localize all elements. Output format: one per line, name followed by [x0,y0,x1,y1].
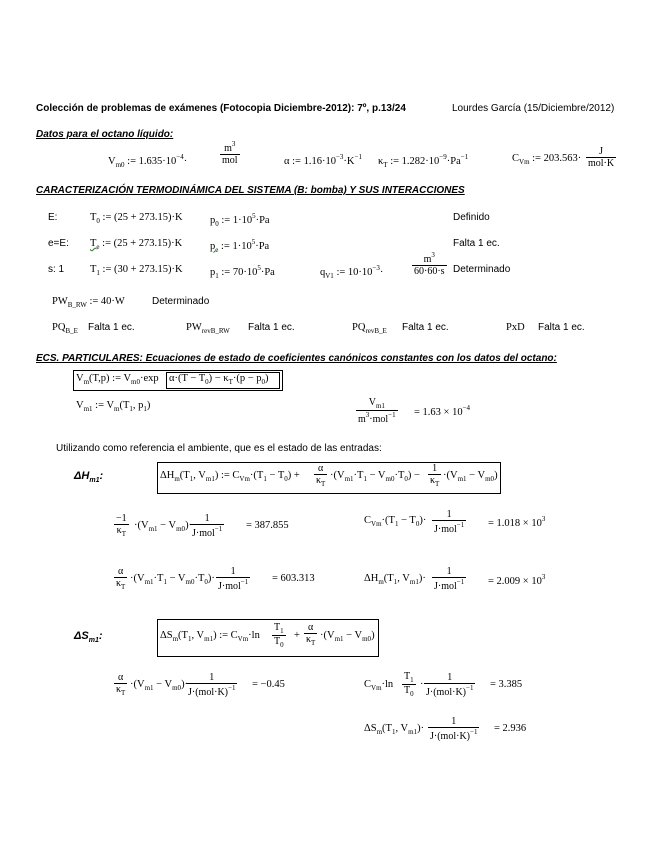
dh-term2-expr: $C_{Vm}\cdot(T_1 - T_0)\cdot$ [364,515,427,528]
pwrev-label: $PW_{revB\_RW}$ [186,322,230,335]
delta-h-frac-alpha: $\frac{\alpha}{\kappa_T}$ [316,463,326,488]
ds-term2-ln-frac: $\frac{T_1}{T_0}$ [404,671,414,698]
pxd-label: PxD [506,322,525,333]
dh-term3-value: = 603.313 [272,573,315,584]
ds-term1-unit: 1 $J\cdot(mol\cdot K)^{-1}$ [188,672,236,698]
pq-label: $PQ_{B\_E}$ [52,322,78,335]
pw-definition: $PW_{B\_RW}$ := 40·W [52,296,125,309]
vm1-definition: $V_{m1}$ := $V_m(T_1$, $p_1$) [76,400,151,413]
delta-h-label: $\Delta H_{m1}$: [74,470,104,484]
p0-definition: $p_0$ := $1\cdot 10^5\cdot Pa$ [210,212,270,228]
ds-term2-unit: 1 $J\cdot(mol\cdot K)^{-1}$ [426,672,474,698]
delta-s-ln-frac: $\frac{T_1}{T_0}$ [274,622,284,649]
pqrev-label: $PQ_{revB\_E}$ [352,322,387,335]
ds-term2-value: = 3.385 [490,679,523,690]
cvm-definition: $C_{Vm}$ := 203.563· [512,153,582,166]
ds-term2-dot: · [420,679,424,690]
delta-s-label: $\Delta S_{m1}$: [74,630,103,644]
vm1-result-value: = $1.63 \times 10^{-4}$ [414,404,471,418]
t0-definition: $T_0$ := (25 + 273.15)·K [90,212,183,225]
dh-term4-expr: $\Delta H_m(T_1$, $V_{m1})\cdot$ [364,573,426,586]
pw-status: Determinado [152,296,210,307]
cvm-unit: J mol·K [588,146,615,169]
delta-s-frac-alpha: $\frac{\alpha}{\kappa_T}$ [306,622,316,647]
dh-term4-value: = $2.009 \times 10^3$ [488,573,546,587]
pq-status: Falta 1 ec. [88,322,135,333]
dh-term3-unit: 1 J·mol$^{-1}$ [218,566,249,592]
dh-term3-frac: $\frac{\alpha}{\kappa_T}$ [116,566,126,591]
state-equation: $V_m(T,p)$ := $V_{m0}\cdot\exp$ [76,373,159,386]
row2-label: e=E: [48,238,69,249]
doc-title: Colección de problemas de exámenes (Fotocopia Diciembre-2012): 7º, p.13/24 [36,103,406,114]
dh-term1-value: = 387.855 [246,520,289,531]
pe-definition: $p_e$ := $1\cdot 10^5\cdot Pa$ [210,238,270,254]
p1-definition: $p_1$ := $70\cdot 10^5\cdot Pa$ [210,264,275,280]
te-definition: $T_e$ := (25 + 273.15)·K [90,238,183,251]
dh-term2-unit: 1 J·mol$^{-1}$ [434,509,465,535]
dh-term1-frac: $\frac{-1}{\kappa_T}$ [116,513,127,538]
row3-status: Determinado [453,264,511,275]
dh-term3-expr: $\cdot(V_{m1}\cdot T_1 - V_{m0}\cdot T_0)\cdot$ [130,573,215,586]
delta-h-equation-left: $\Delta H_m(T_1$, $V_{m1}$) := $C_{Vm}\cdot(T_1 - T_0)$ + [160,470,300,483]
section-characterization-title: CARACTERIZACIÓN TERMODINÁMICA DEL SISTEMA (B: bomba) Y SUS INTERACCIONES [36,185,465,196]
dh-term1-expr: $\cdot(V_{m1} - V_{m0})\cdot$ [134,520,193,533]
vm0-unit: $m^3$ mol [222,140,238,166]
t1-definition: $T_1$ := (30 + 273.15)·K [90,264,183,277]
delta-h-frac-one: $\frac{1}{\kappa_T}$ [430,463,440,488]
ds-term1-expr: $\cdot(V_{m1} - V_{m0})\cdot$ [130,679,189,692]
delta-s-plus: + [294,630,300,641]
reference-text: Utilizando como referencia el ambiente, que es el estado de las entradas: [56,443,382,454]
section-data-title: Datos para el octano líquido: [36,129,174,140]
delta-s-equation-left: $\Delta S_m(T_1$, $V_{m1}$) := $C_{Vm}\cdot\ln$ [160,630,260,643]
vm1-result-fraction: $V_{m1}$ $m^3\cdot mol^{-1}$ [358,397,396,425]
ds-term2-expr: $C_{Vm}\cdot\ln$ [364,679,394,692]
qv1-unit: $\frac{m^3}{60\cdot 60\cdot s}$ [414,251,445,277]
delta-h-equation-middle: $\cdot(V_{m1}\cdot T_1 - V_{m0}\cdot T_0)$ − [330,470,420,483]
dh-term2-value: = $1.018 \times 10^3$ [488,515,546,529]
dh-term4-unit: 1 J·mol$^{-1}$ [434,566,465,592]
row3-label: s: 1 [48,264,65,275]
ds-term3-expr: $\Delta S_m(T_1$, $V_{m1})\cdot$ [364,723,425,736]
ds-term3-unit: 1 $J\cdot(mol\cdot K)^{-1}$ [430,716,478,742]
section-particular-equations-title: ECS. PARTICULARES: Ecuaciones de estado de coeficientes canónicos constantes con los datos del octano: [36,353,557,364]
state-equation-argument: $\alpha\cdot(T - T_0) - \kappa_T\cdot(p - p_0)$ [169,373,269,386]
delta-s-equation-right: $\cdot(V_{m1} - V_{m0})$ [320,630,375,643]
row1-status: Definido [453,212,490,223]
ds-term3-value: = 2.936 [494,723,527,734]
row2-status: Falta 1 ec. [453,238,500,249]
dh-term1-unit: 1 J·mol$^{-1}$ [192,513,223,539]
pqrev-status: Falta 1 ec. [402,322,449,333]
doc-author: Lourdes García (15/Diciembre/2012) [452,103,615,114]
pwrev-status: Falta 1 ec. [248,322,295,333]
ds-term1-value: = −0.45 [252,679,285,690]
kappa-definition: $\kappa_T$ := $1.282\cdot 10^{-9}\cdot Pa^{-1}$ [378,153,469,169]
alpha-definition: α := $1.16\cdot 10^{-3}\cdot K^{-1}$ [284,153,362,167]
vm0-definition: $V_{m0}$ := $1.635\cdot 10^{-4}\cdot$ [108,153,188,169]
delta-h-equation-right: $\cdot(V_{m1} - V_{m0})$ [443,470,498,483]
pxd-status: Falta 1 ec. [538,322,585,333]
row1-label: E: [48,212,58,223]
qv1-definition: $q_{V1}$ := $10\cdot 10^{-3}\cdot$ [320,264,384,280]
ds-term1-frac: $\frac{\alpha}{\kappa_T}$ [116,672,126,697]
